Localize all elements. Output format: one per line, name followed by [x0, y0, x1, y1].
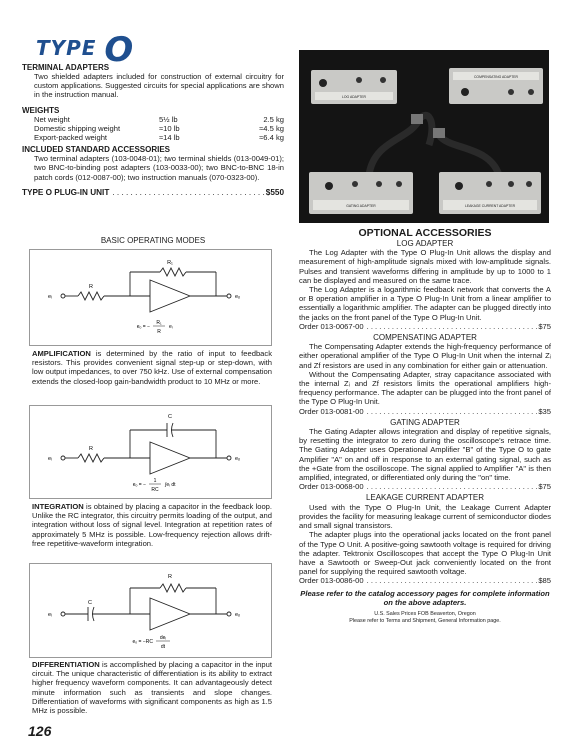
amp-r-label: R: [89, 284, 93, 290]
photo-comp-label: COMPENSATING ADAPTER: [473, 75, 519, 79]
leakage-order: [299, 576, 551, 585]
weight-row: [34, 124, 284, 133]
int-eo-label: eₒ: [235, 456, 241, 462]
log-order: [299, 322, 551, 331]
diff-c-label: C: [88, 600, 92, 606]
log-order-number: Order 013-0067-00: [299, 321, 364, 331]
differentiation-lead: DIFFERENTIATION: [32, 660, 100, 669]
leakage-order-leader: [364, 576, 539, 585]
comp-p1: The Compensating Adapter extends the high-frequency performance of either operational amplifier of the Type O Plug-In Unit when the internal Zᵢ and Zf resistors are used in any combination for either gain or attenuation.: [299, 342, 551, 370]
comp-p2: Without the Compensating Adapter, stray capacitance associated with the internal Zᵢ and Zf resistors limits the operational amplifiers high-frequency performance. The adapter can be plugged into the front panel of the Type O Plug-In Unit.: [299, 369, 551, 407]
accessories-heading: INCLUDED STANDARD ACCESSORIES: [22, 145, 171, 155]
log-p1: The Log Adapter with the Type O Plug-In Unit allows the display and measurement of high-amplitude signals mixed with low-amplitude signals. Pulses and transient waveforms differing in amplitude by up to 1000 to 1 can be displayed and measured on the same trace.: [299, 248, 551, 285]
integrator-diagram: [29, 405, 272, 499]
int-eq-integral: ∫eᵢ dt: [165, 482, 176, 488]
gating-heading: GATING ADAPTER: [390, 417, 460, 427]
footer-terms: Please refer to Terms and Shipment, General Information page.: [349, 617, 501, 624]
terminal-text: Two shielded adapters included for construction of external circuitry for custom applications. Suggested circuits for special applications are shown in the instruction manual.: [34, 72, 284, 100]
adapters-photo: [299, 50, 549, 223]
modes-heading: BASIC OPERATING MODES: [100, 236, 206, 245]
weights-table: [22, 115, 284, 143]
title-word: TYPE: [36, 36, 97, 60]
gating-order: [299, 482, 551, 491]
int-r-label: R: [89, 446, 93, 452]
amplification-paragraph: [32, 349, 272, 386]
gating-p1: The Gating Adapter allows integration and display of repetitive signals, by resetting the integrator to zero during the oscilloscope's retrace time. The Gating Adapter uses Operational Amplifier "B" of the Type O to gate Amplifier "A" on and off in response to an external gating signal, such as the +Gate from the oscilloscope. The signal applied to Amplifier "A" is then amplified, integrated, or differentiated only during the "on" time.: [299, 427, 551, 483]
amp-eq-den: R: [157, 329, 161, 335]
amp-eq-num: R₁: [156, 320, 162, 326]
int-eq-den: RC: [151, 487, 159, 493]
leakage-heading: LEAKAGE CURRENT ADAPTER: [365, 493, 485, 503]
leakage-order-number: Order 013-0086-00: [299, 576, 364, 586]
photo-log-label: LOG ADAPTER: [342, 95, 366, 99]
differentiator-diagram: [29, 563, 272, 658]
integration-lead: INTEGRATION: [32, 502, 84, 511]
integrator-schematic: [30, 406, 271, 498]
diff-eq-den: dt: [160, 644, 166, 650]
int-ei-label: eᵢ: [48, 456, 52, 462]
weight-lb: 5½ lb: [159, 114, 178, 124]
log-price: $75: [538, 321, 551, 331]
diff-eo-label: eₒ: [235, 612, 241, 618]
differentiation-text: is accomplished by placing a capacitor in the input circuit. The unique characteristic of differentiation is its ability to extract higher frequency waveform components. It can advantageously detect minute information such as transients and slope changes. Differentiation of waveforms with significant components as high as 1.5 MHz is possible.: [32, 660, 272, 716]
comp-price: $35: [538, 406, 551, 416]
photo-leak-label: LEAKAGE CURRENT ADAPTER: [464, 204, 516, 208]
catalog-note: Please refer to the catalog accessory pages for complete information on the above adapters.: [300, 588, 550, 607]
amplification-text: is determined by the ratio of input to feedback resistors. This provides convenient signal step-up or step-down, with low output impedances, to over 750 kHz. Use of external compensation extends the closed-loop gain-bandwidth product to 10 MHz or more.: [32, 349, 272, 386]
accessories-text: Two terminal adapters (103-0048-01); two terminal shields (013-0049-01); two BNC-to-binding post adapters (103-0033-00); two BNC-to-BNC 18-in patch cords (012-0087-00); two instruction manuals (070-0323-00).: [34, 154, 284, 182]
weight-kg: ≈4.5 kg: [259, 123, 284, 133]
amp-eq-left: eₒ = −: [136, 324, 150, 330]
int-eq-left: eₒ = −: [132, 482, 146, 488]
log-heading: LOG ADAPTER: [396, 239, 454, 248]
weight-label: Export-packed weight: [34, 133, 108, 143]
comp-order-number: Order 013-0081-00: [299, 406, 364, 416]
photo-gating-label: GATING ADAPTER: [346, 204, 376, 208]
diff-eq-left: eₒ = −RC: [132, 639, 153, 645]
price-line: [22, 188, 284, 197]
page-number: 126: [28, 723, 52, 739]
price-value: $550: [265, 187, 284, 197]
comp-order-leader: [364, 407, 539, 416]
log-p2: The Log Adapter is a logarithmic feedback network that converts the A or B operation amplifier in a Type O Plug-In Unit from a linear amplifier to essentially a logarithmic amplifier. The adapter can be plugged directly into the jacks on the front panel of the Type O Plug-In Unit.: [299, 285, 551, 322]
leakage-p1: Used with the Type O Plug-In Unit, the Leakage Current Adapter provides the facility for measuring leakage current of semiconductor diodes and small signal transistors.: [299, 502, 551, 531]
leakage-p2: The adapter plugs into the operational jacks located on the front panel of the Type O Unit. A positive-going sawtooth voltage is required for driving the adapter. Tektronix Oscilloscopes that accept the Type O Plug-In Unit have a Sawtooth or Sweep-Out jack conveniently located on the front panel for supplying the required sawtooth voltage.: [299, 530, 551, 577]
amp-ei-label: eᵢ: [48, 294, 52, 300]
differentiator-schematic: [30, 564, 271, 657]
amp-eo-label: eₒ: [235, 294, 241, 300]
weight-label: Net weight: [34, 114, 70, 124]
differentiation-paragraph: [32, 660, 272, 715]
price-leader: [109, 188, 265, 197]
int-c-label: C: [168, 414, 172, 420]
integration-paragraph: [32, 502, 272, 548]
weight-row: [34, 115, 284, 124]
amp-r1-label: R₁: [167, 260, 173, 266]
amp-eq-e: eᵢ: [169, 324, 173, 330]
amplifier-schematic: [30, 250, 271, 345]
diff-eq-num: deᵢ: [159, 635, 167, 641]
weights-heading: WEIGHTS: [22, 105, 60, 115]
weight-kg: 2.5 kg: [263, 114, 284, 124]
footer-prices: U.S. Sales Prices FOB Beaverton, Oregon: [374, 610, 476, 617]
weight-label: Domestic shipping weight: [34, 123, 121, 133]
int-eq-num: 1: [153, 478, 157, 484]
diff-ei-label: eᵢ: [48, 612, 52, 618]
terminal-heading: TERMINAL ADAPTERS: [22, 63, 110, 72]
left-column: [22, 63, 284, 197]
price-label: TYPE O PLUG-IN UNIT: [22, 187, 110, 197]
diff-r-label: R: [168, 574, 172, 580]
gating-order-leader: [364, 482, 539, 491]
amplification-lead: AMPLIFICATION: [32, 349, 91, 358]
gating-order-number: Order 013-0068-00: [299, 482, 364, 492]
comp-order: [299, 407, 551, 416]
right-column: [299, 227, 551, 625]
weight-lb: ≈10 lb: [159, 123, 180, 133]
title-letter: O: [104, 30, 135, 70]
weight-lb: ≈14 lb: [159, 133, 180, 143]
comp-heading: COMPENSATING ADAPTER: [373, 333, 477, 343]
leakage-price: $85: [538, 576, 551, 586]
optional-heading: OPTIONAL ACCESSORIES: [358, 227, 492, 239]
log-order-leader: [364, 322, 539, 331]
adapters-photo-art: [299, 50, 549, 223]
weight-row: [34, 133, 284, 142]
weight-kg: ≈6.4 kg: [259, 133, 284, 143]
amplifier-diagram: [29, 249, 272, 346]
integration-text: is obtained by placing a capacitor in the feedback loop. Unlike the RC integrator, this circuitry permits loading of the output, and integration without loss of signal level. Integration at repetition rates of approximately 5 MHz is possible. Low-frequency rejection allows drift-free repetitive-waveform integration.: [32, 502, 272, 548]
gating-price: $75: [538, 482, 551, 492]
